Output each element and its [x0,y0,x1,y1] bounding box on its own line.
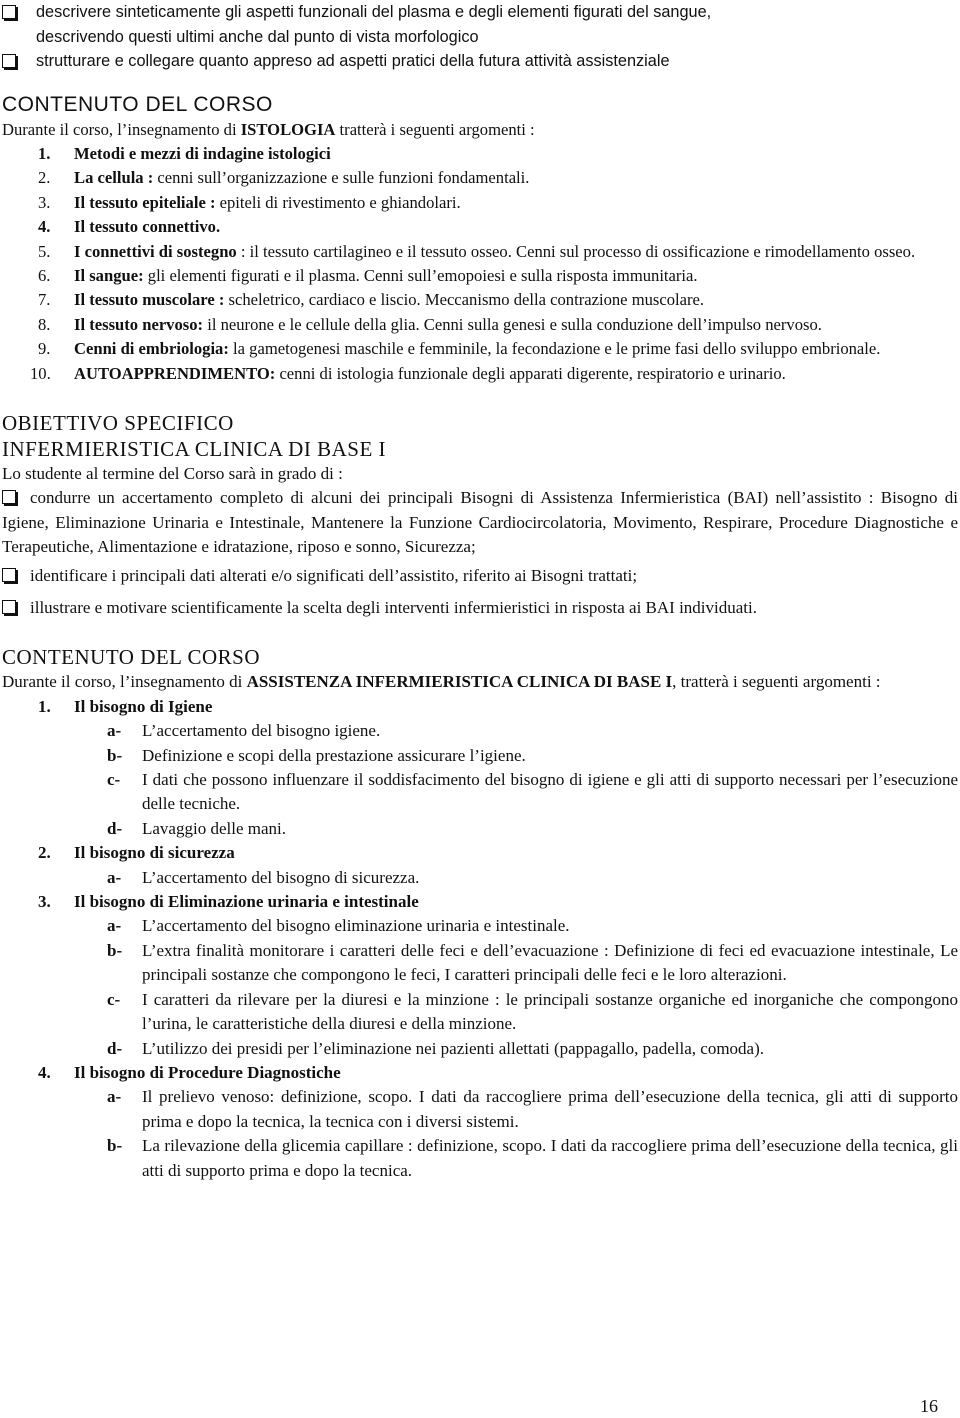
intro-text: Durante il corso, l’insegnamento di [2,119,241,139]
bullet-text-cont: descrivendo questi ultimi anche dal punto di vista morfologico [36,27,479,46]
topic-title: Il tessuto connettivo. [74,217,221,237]
subtopic-letter: a- [107,1087,122,1107]
checkbox-square-icon [2,600,16,614]
topic-text: : il tessuto cartilagineo e il tessuto osseo. Cenni sul processo di ossificazione e rimodellamento osseo. [236,241,916,261]
section-heading: CONTENUTO DEL CORSO [2,645,261,670]
topic-title: Il bisogno di sicurezza [74,843,235,863]
section-intro [2,670,958,694]
topic-number: 3. [38,192,51,212]
subtopic-text: L’extra finalità monitorare i caratteri delle feci e dell’evacuazione : Definizione di feci ed evacuazione intestinale, Le principali sostanze che compongono le feci, I caratteri principali delle feci e le loro alterazioni. [142,940,958,985]
topic-number: 5. [38,241,51,261]
subtopic-item [2,988,958,1037]
topic-number: 2. [38,843,51,863]
topic-item [2,264,958,288]
obiettivo-section [2,410,958,620]
topic-number: 1. [38,143,51,163]
topic-text: cenni di istologia funzionale degli apparati digerente, respiratorio e urinario. [275,363,786,383]
topic-title: Il bisogno di Eliminazione urinaria e intestinale [74,892,419,912]
topic-number: 2. [38,168,51,188]
topic-number: 7. [38,290,51,310]
topic-number: 6. [38,265,51,285]
topic-item [2,362,958,386]
page-number: 16 [920,1396,938,1416]
bullet-item [2,49,958,74]
objective-intro: Lo studente al termine del Corso sarà in grado di : [2,463,343,483]
topic-number: 10. [30,363,51,383]
topic-item [2,215,958,239]
topic-item [2,890,958,914]
subtopic-text: La rilevazione della glicemia capillare : definizione, scopo. I dati da raccogliere prima dell’esecuzione della tecnica, gli atti di supporto prima e dopo la tecnica. [142,1136,958,1180]
subtopic-text: Definizione e scopi della prestazione assicurare l’igiene. [142,745,526,765]
intro-text: Durante il corso, l’insegnamento di [2,672,247,692]
topic-title: AUTOAPPRENDIMENTO: [74,363,276,383]
assistenza-section [2,644,958,1183]
subtopic-text: L’utilizzo dei presidi per l’eliminazione nei pazienti allettati (pappagallo, padella, comoda). [142,1038,764,1058]
topic-text: epiteli di rivestimento e ghiandolari. [215,192,461,212]
istologia-topic-list [2,142,958,386]
subtopic-item [2,1085,958,1134]
subtopic-letter: a- [107,721,122,741]
topic-item [2,841,958,865]
subtopic-text: Il prelievo venoso: definizione, scopo. I dati da raccogliere prima dell’esecuzione della tecnica, gli atti di supporto prima e dopo la tecnica, la tecnica con i diversi sistemi. [142,1087,958,1131]
document-page [2,0,958,1183]
subtopic-text: Lavaggio delle mani. [142,818,286,838]
topic-number: 9. [38,339,51,359]
objective-bullet [2,564,958,588]
subtopic-letter: d- [107,1038,123,1058]
topic-item [2,142,958,166]
subtopic-text: I dati che possono influenzare il soddisfacimento del bisogno di igiene e gli atti di supporto necessari per l’esecuzione delle tecniche. [142,770,958,814]
subtopic-letter: a- [107,867,122,887]
subtopic-letter: b- [107,745,123,765]
topic-text: la gametogenesi maschile e femminile, la fecondazione e le prime fasi dello sviluppo embrionale. [228,339,881,359]
subtopic-text: L’accertamento del bisogno di sicurezza. [142,867,420,887]
subtopic-letter: b- [107,1136,123,1156]
topic-title: I connettivi di sostegno [74,241,237,261]
course-name: ASSISTENZA INFERMIERISTICA CLINICA DI BASE I [246,672,673,692]
objective-subheading: INFERMIERISTICA CLINICA DI BASE I [2,436,387,461]
top-bullets [2,0,958,74]
subtopic-item [2,914,958,938]
topic-item [2,1061,958,1085]
subtopic-letter: c- [107,770,121,790]
topic-item [2,240,958,264]
checkbox-square-icon [2,5,16,19]
bullet-text: condurre un accertamento completo di alcuni dei principali Bisogni di Assistenza Infermieristica (BAI) [30,488,769,508]
checkbox-square-icon [2,568,16,582]
subtopic-letter: c- [107,989,121,1009]
assistenza-topic-list [2,695,958,1183]
topic-title: Metodi e mezzi di indagine istologici [74,143,331,163]
topic-number: 4. [38,1062,51,1082]
subtopic-text: L’accertamento del bisogno igiene. [142,721,381,741]
checkbox-square-icon [2,54,16,68]
topic-title: Il tessuto epiteliale : [74,192,216,212]
objective-bullet [2,486,958,559]
subtopic-item [2,744,958,768]
objective-heading: OBIETTIVO SPECIFICO [2,410,234,435]
subtopic-item [2,1037,958,1061]
intro-text: tratterà i seguenti argomenti : [335,119,535,139]
topic-title: Il bisogno di Procedure Diagnostiche [74,1062,341,1082]
topic-title: Cenni di embriologia: [74,339,229,359]
bullet-text: identificare i principali dati alterati e/o significati dell’assistito, riferito ai Bisogni trattati; [30,565,638,585]
bullet-text: strutturare e collegare quanto appreso ad aspetti pratici della futura attività assistenziale [36,52,670,70]
topic-number: 3. [38,892,51,912]
topic-text: il neurone e le cellule della glia. Cenni sulla genesi e sulla conduzione dell’impulso nervoso. [203,314,822,334]
topic-title: Il sangue: [74,265,144,285]
subtopic-item [2,1134,958,1183]
topic-title: La cellula : [74,168,154,188]
topic-item [2,313,958,337]
topic-number: 4. [38,217,51,237]
istologia-section [2,92,958,386]
subtopic-item [2,768,958,817]
topic-item [2,166,958,190]
subtopic-text: I caratteri da rilevare per la diuresi e la minzione : le principali sostanze organiche ed inorganiche che compongono l’urina, le caratteristiche della diuresi e della minzione. [142,989,958,1034]
topic-title: Il tessuto muscolare : [74,290,225,310]
section-intro [2,118,958,142]
bullet-item [2,0,958,49]
topic-item [2,337,958,361]
subtopic-item [2,866,958,890]
topic-item [2,191,958,215]
topic-text: scheletrico, cardiaco e liscio. Meccanismo della contrazione muscolare. [224,290,705,310]
subtopic-item [2,719,958,743]
section-heading: CONTENUTO DEL CORSO [2,92,273,116]
topic-text: cenni sull’organizzazione e sulle funzioni fondamentali. [153,168,530,188]
topic-number: 1. [38,696,51,716]
bullet-text: illustrare e motivare scientificamente la scelta degli interventi infermieristici in risposta ai BAI individuati. [30,598,757,617]
subtopic-letter: d- [107,818,123,838]
topic-item [2,288,958,312]
topic-item [2,695,958,719]
subtopic-letter: b- [107,940,123,960]
subtopic-item [2,939,958,988]
bullet-text: descrivere sinteticamente gli aspetti funzionali del plasma e degli elementi figurati del sangue, [36,3,712,21]
checkbox-square-icon [2,490,16,504]
course-name: ISTOLOGIA [240,119,336,139]
intro-text: , tratterà i seguenti argomenti : [672,672,881,692]
objective-bullet [2,596,958,620]
topic-number: 8. [38,314,51,334]
subtopic-item [2,817,958,841]
topic-title: Il bisogno di Igiene [74,696,213,716]
subtopic-text: L’accertamento del bisogno eliminazione urinaria e intestinale. [142,916,570,936]
bullet-text-cont: nell’assistito : Bisogno di Igiene, Eliminazione Urinaria e Intestinale, Mantenere la Funzione Cardiocircolatoria, Movimento, Respirare, Procedure Diagnostiche e Terapeutiche, Alimentazione e idratazione, riposo e sonno, Sicurezza; [2,488,959,557]
topic-text: gli elementi figurati e il plasma. Cenni sull’emopoiesi e sulla risposta immunitaria. [143,265,698,285]
topic-title: Il tessuto nervoso: [74,314,204,334]
subtopic-letter: a- [107,916,122,936]
